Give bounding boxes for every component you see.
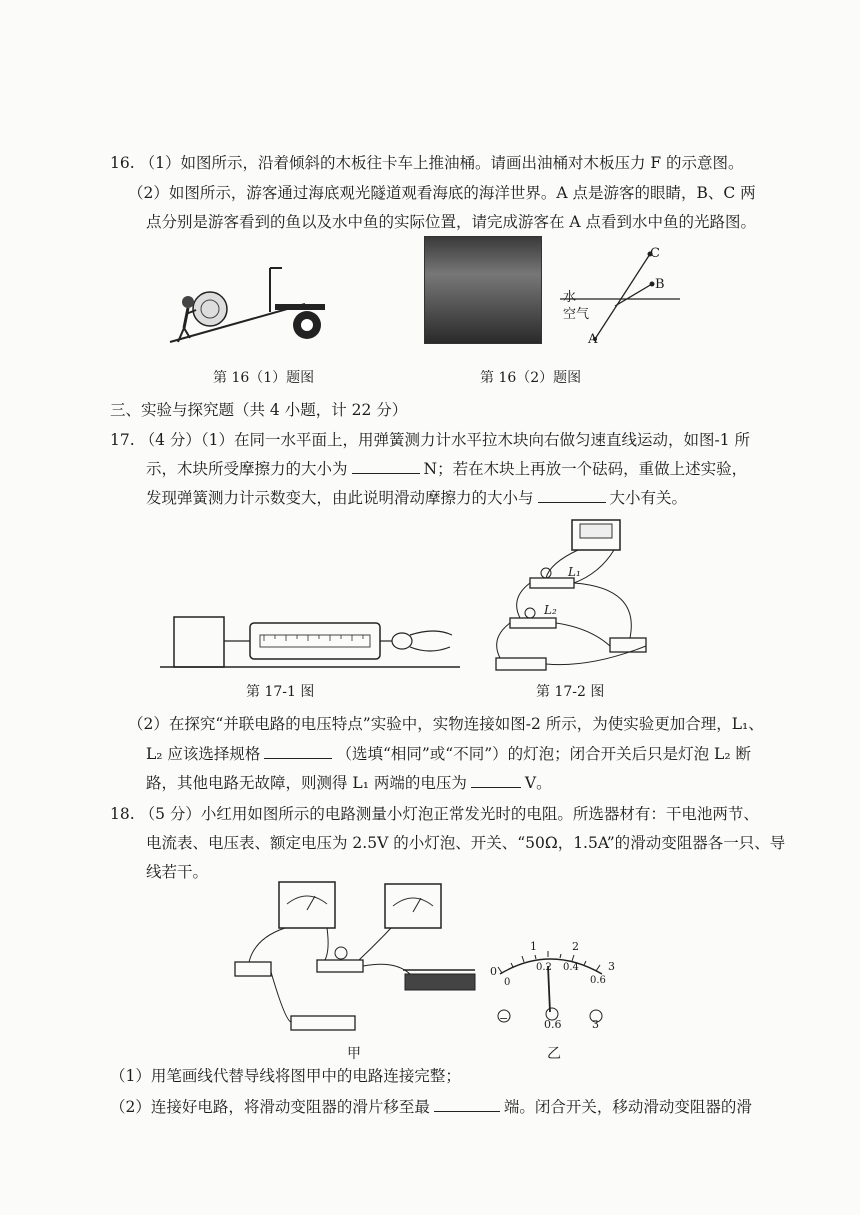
terminal-3: 3 [592,1018,599,1031]
q18-line-1: 18. （5 分）小红用如图所示的电路测量小灯泡正常发光时的电阻。所选器材有：干电池两节、 [110,805,759,823]
figure-17-1-spring-scale [160,605,460,675]
figure-16-2-tunnel-photo [424,236,542,344]
q18-line-2: 电流表、电压表、额定电压为 2.5V 的小灯泡、开关、“50Ω，1.5A”的滑动变阻器各一只、导 [146,834,786,852]
figure-18-jia-caption: 甲 [347,1046,361,1062]
dial-tick-2: 2 [572,940,579,953]
q18-sub-1: （1）用笔画线代替导线将图甲中的电路连接完整； [110,1067,461,1085]
q17-line-3 [146,488,687,508]
label-l2: L₂ [544,603,557,617]
q17-line-2b: N；若在木块上再放一个砝码，重做上述实验， [423,460,748,478]
figure-18-yi-caption: 乙 [547,1046,561,1062]
q17-line-3a: 发现弹簧测力计示数变大，由此说明滑动摩擦力的大小与 [146,489,534,507]
figure-16-1-ramp [170,262,340,352]
q17-line-2a: 示，木块所受摩擦力的大小为 [146,460,348,478]
dial-tick-0-6: 0.6 [590,975,606,986]
q17-part2-line-2 [146,744,751,764]
terminal-negative: − [499,1012,509,1025]
dial-tick-3: 3 [608,960,615,973]
terminal-0-6: 0.6 [544,1018,562,1031]
label-air: 空气 [563,307,590,322]
q17-part2-line-3 [146,773,552,793]
q18-line-3: 线若干。 [146,863,209,881]
friction-factor-blank[interactable] [538,488,606,503]
dial-tick-0-2: 0.2 [536,962,552,973]
label-point-a: A [588,332,598,347]
bulb-spec-blank[interactable] [264,744,332,759]
voltage-answer-blank[interactable] [471,773,521,788]
q17-line-2 [146,459,747,479]
label-point-b: B [655,277,665,292]
figure-16-2-refraction-diagram [560,244,690,344]
slider-end-blank[interactable] [434,1097,500,1112]
label-point-c: C [650,246,660,261]
figure-17-2-parallel-circuit [490,518,660,678]
dial-tick-1: 1 [530,940,537,953]
q17-part2-line-3b: V。 [524,774,552,792]
q16-line-2: （2）如图所示，游客通过海底观光隧道观看海底的海洋世界。A 点是游客的眼睛，B、C 两 [128,184,756,202]
q18-sub-2a: （2）连接好电路，将滑动变阻器的滑片移至最 [110,1098,430,1116]
figure-17-1-caption: 第 17-1 图 [246,684,315,700]
q17-line-1: 17. （4 分）（1）在同一水平面上，用弹簧测力计水平拉木块向右做匀速直线运动，如图-1 所 [110,431,751,449]
dial-tick-0-outer: 0 [490,965,497,978]
q18-sub-2 [110,1097,752,1117]
q17-part2-line-3a: 路，其他电路无故障，则测得 L₁ 两端的电压为 [146,774,467,792]
q16-line-1: 16. （1）如图所示，沿着倾斜的木板往卡车上推油桶。请画出油桶对木板压力 F 的示意图。 [110,154,744,172]
label-water: 水 [563,290,577,305]
dial-tick-0-4: 0.4 [563,962,579,973]
q18-sub-2b: 端。闭合开关，移动滑动变阻器的滑 [503,1098,752,1116]
friction-answer-blank[interactable] [352,459,420,474]
q17-part2-line-2a: L₂ 应该选择规格 [146,745,261,763]
label-l1: L₁ [568,565,581,579]
figure-16-2-caption: 第 16（2）题图 [480,370,582,386]
section-3-title: 三、实验与探究题（共 4 小题，计 22 分） [110,401,408,419]
figure-16-1-caption: 第 16（1）题图 [213,370,315,386]
dial-tick-0-inner: 0 [504,977,511,988]
figure-18-jia-circuit [235,880,480,1040]
q17-line-3b: 大小有关。 [609,489,688,507]
q17-part2-line-1: （2）在探究“并联电路的电压特点”实验中，实物连接如图-2 所示，为使实验更加合理，L₁、 [128,715,764,733]
q17-part2-line-2b: （选填“相同”或“不同”）的灯泡；闭合开关后只是灯泡 L₂ 断 [336,745,751,763]
q16-line-3: 点分别是游客看到的鱼以及水中鱼的实际位置，请完成游客在 A 点看到水中鱼的光路图。 [146,213,757,231]
figure-17-2-caption: 第 17-2 图 [536,684,605,700]
